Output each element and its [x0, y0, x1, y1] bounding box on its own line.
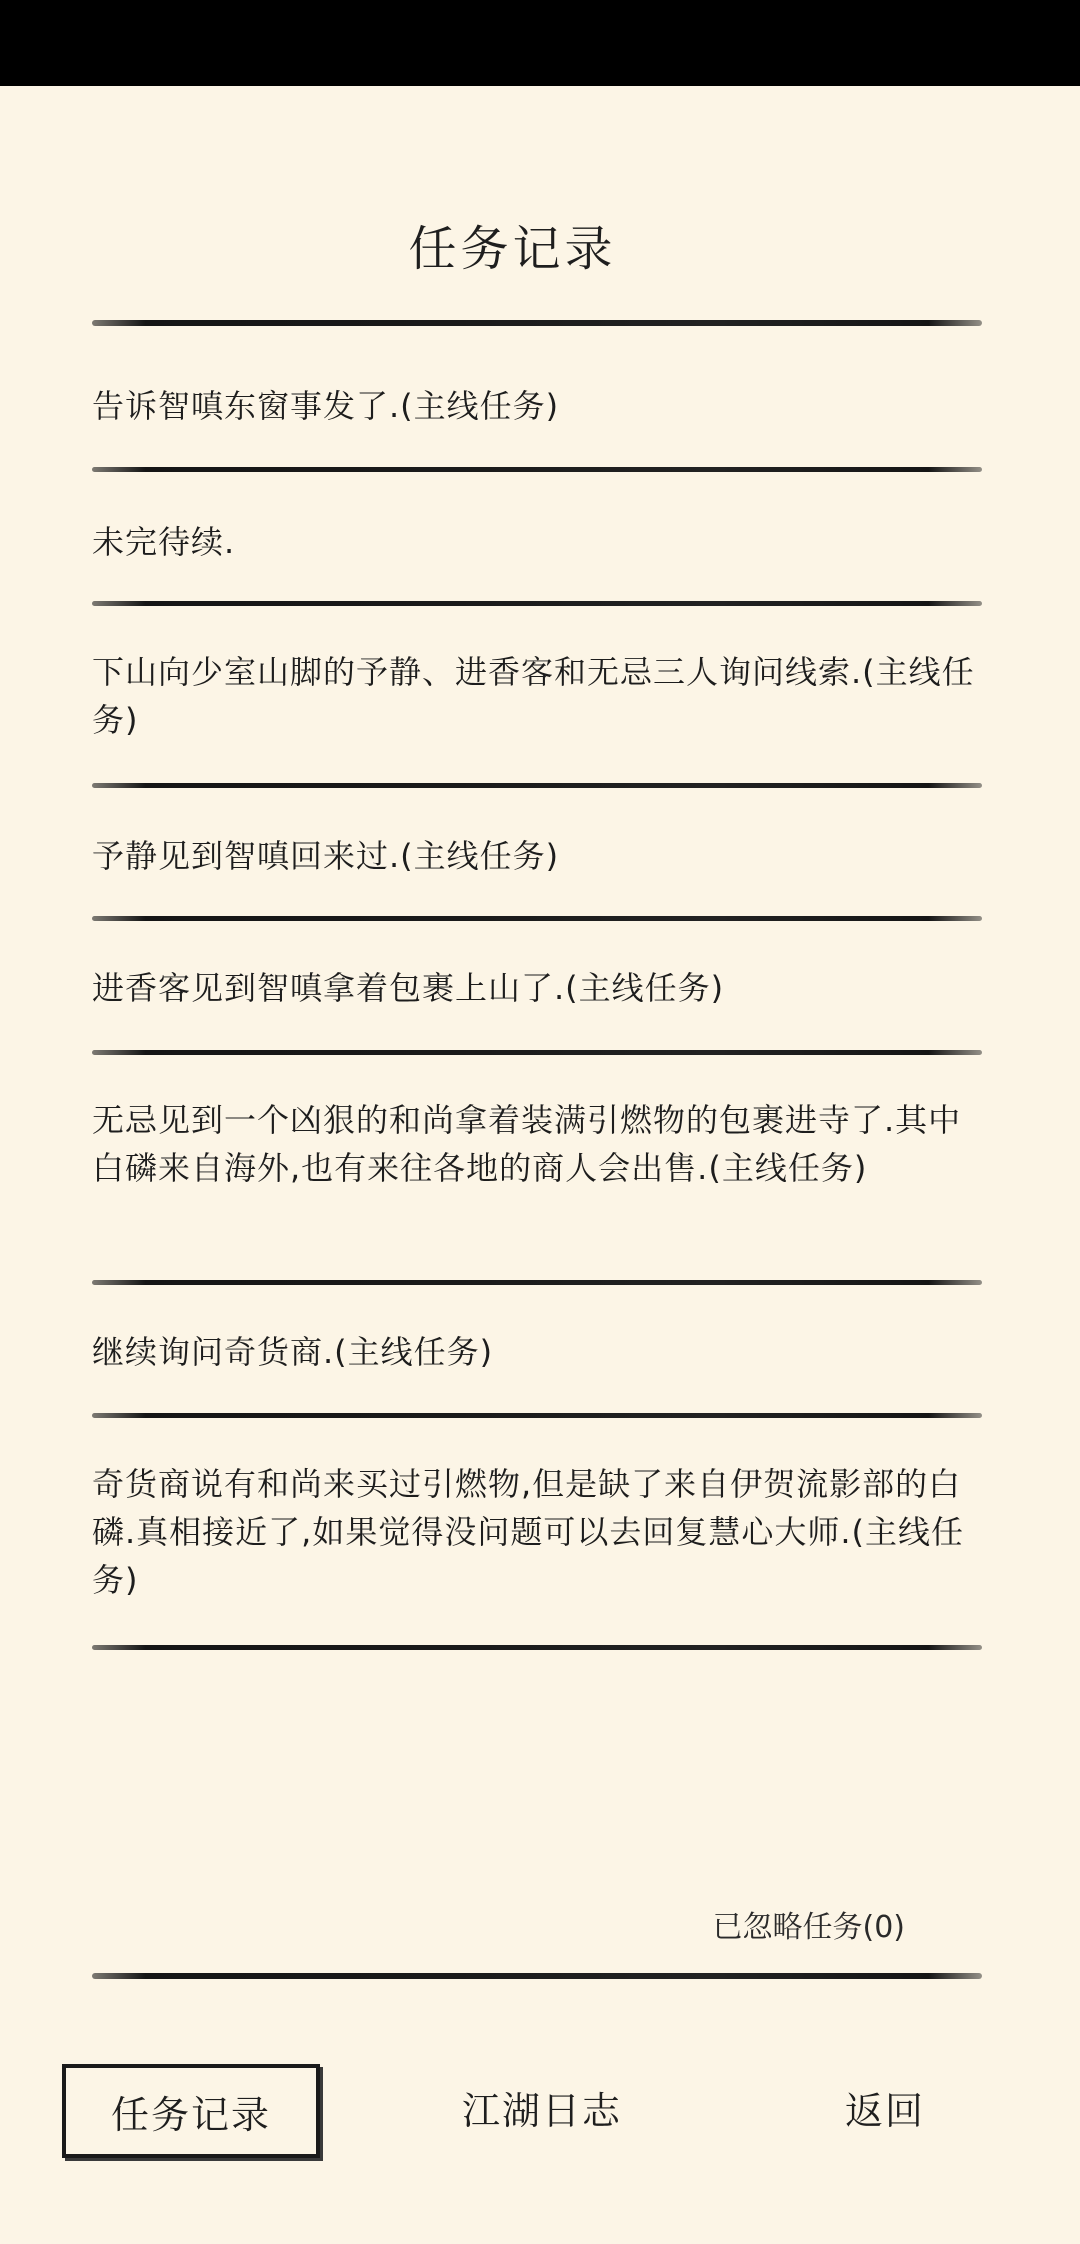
divider [92, 783, 982, 788]
quest-item[interactable]: 告诉智嗔东窗事发了.(主线任务) [92, 387, 560, 425]
tab-journal[interactable]: 江湖日志 [461, 2089, 622, 2133]
divider [92, 916, 982, 921]
divider [92, 320, 982, 326]
quest-item[interactable]: 继续询问奇货商.(主线任务) [92, 1333, 494, 1371]
divider [92, 1280, 982, 1285]
ignored-quests-button[interactable]: 已忽略任务(0) [712, 1910, 905, 1945]
back-button[interactable]: 返回 [844, 2089, 925, 2133]
page-title: 任务记录 [408, 221, 617, 277]
status-bar [0, 0, 1080, 86]
quest-item[interactable]: 无忌见到一个凶狠的和尚拿着装满引燃物的包裹进寺了.其中白磷来自海外,也有来往各地的商人会出售.(主线任务) [92, 1101, 962, 1187]
divider [92, 467, 982, 472]
tab-quest-log[interactable]: 任务记录 [62, 2064, 320, 2158]
divider [92, 601, 982, 606]
divider [92, 1645, 982, 1650]
divider [92, 1050, 982, 1055]
divider [92, 1413, 982, 1418]
quest-item[interactable]: 予静见到智嗔回来过.(主线任务) [92, 837, 560, 875]
quest-item[interactable]: 奇货商说有和尚来买过引燃物,但是缺了来自伊贺流影部的白磷.真相接近了,如果觉得没问题可以去回复慧心大师.(主线任务) [92, 1465, 965, 1599]
bottom-nav [62, 2064, 1022, 2158]
quest-item[interactable]: 未完待续. [92, 523, 236, 561]
quest-item[interactable]: 进香客见到智嗔拿着包裹上山了.(主线任务) [92, 969, 725, 1007]
divider [92, 1973, 982, 1979]
quest-item[interactable]: 下山向少室山脚的予静、进香客和无忌三人询问线索.(主线任务) [92, 653, 975, 739]
